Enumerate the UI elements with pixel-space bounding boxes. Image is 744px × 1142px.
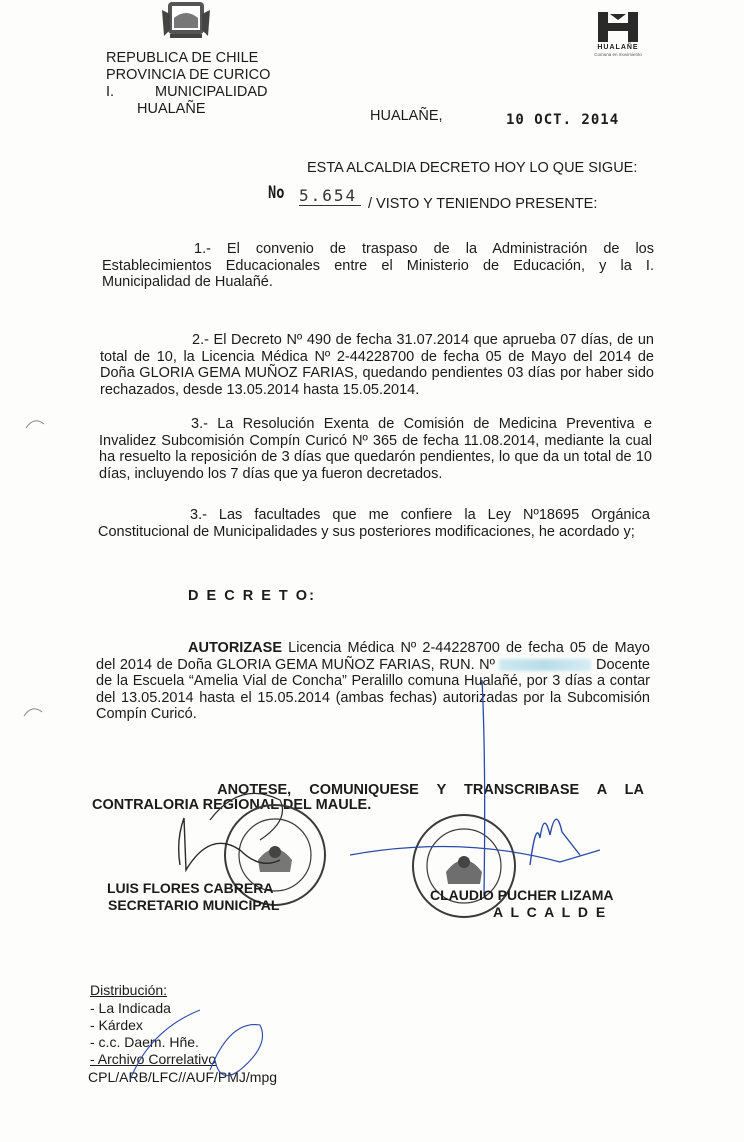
decree-number-prefix: No [268,183,285,203]
distribution-item: - c.c. Daem. Hñe. [90,1034,199,1050]
secretary-title: SECRETARIO MUNICIPAL [108,897,280,913]
distribution-heading: Distribución: [90,982,168,998]
hualane-logo-icon [594,10,642,44]
punch-hole-mark [20,700,44,724]
initial-signature-icon [110,1000,280,1090]
province-line: PROVINCIA DE CURICO [106,67,271,83]
secretary-name: LUIS FLORES CABRERA [107,880,274,896]
hualane-line: HUALAÑE [137,101,206,117]
closing-line-2: CONTRALORIA REGIONAL DEL MAULE. [92,797,372,813]
distribution-item: - Kárdex [90,1017,143,1033]
distribution-item: - Archivo Correlativo [90,1051,217,1067]
republic-line: REPUBLICA DE CHILE [106,50,259,66]
mayor-title: A L C A L D E [493,904,608,920]
logo-name: HUALAÑE [597,44,639,51]
municipality-line: MUNICIPALIDAD [155,84,268,100]
closing-line-1: ANOTESE, COMUNIQUESE Y TRANSCRIBASE A LA [217,782,644,798]
initials-line: CPL/ARB/LFC//AUF/PMJ/mpg [88,1069,278,1085]
paragraph-1: 1.- El convenio de traspaso de la Administración de los Establecimientos Educacionales entre el Ministerio de Educación, y la I. Municipalidad de Hualañé. [102,241,654,290]
signature-mayor-icon [350,640,630,910]
paragraph-2: 2.- El Decreto Nº 490 de fecha 31.07.2014 que aprueba 07 días, de un total de 10, la Licencia Médica Nº 2-44228700 de fecha 05 de Mayo del 2014 de Doña GLORIA GEMA MUÑOZ FARIAS, quedando pendientes 03 días por haber sido rechazados, desde 13.05.2014 hasta 15.05.2014. [100,332,654,398]
decree-body: AUTORIZASE Licencia Médica Nº 2-44228700 de fecha 05 de Mayo del 2014 de Doña GLORIA GEMA MUÑOZ FARIAS, RUN. Nº Docente de la Escuela “Amelia Vial de Concha” Peralillo comuna Hualañé, por 3 días a contar del 13.05.2014 hasta el 15.05.2014 (ambas fechas) autorizadas por la Subcomisión Compín Curicó. [96,640,650,722]
place-label: HUALAÑE, [370,108,443,124]
municipality-prefix: I. [106,84,115,100]
intro-line: ESTA ALCALDIA DECRETO HOY LO QUE SIGUE: [307,160,638,176]
decreto-heading: D E C R E T O: [188,588,316,604]
chile-coat-of-arms-icon [160,0,212,42]
visto-line: / VISTO Y TENIENDO PRESENTE: [368,196,598,212]
paragraph-4: 3.- Las facultades que me confiere la Ley Nº18695 Orgánica Constitucional de Municipalidades y sus posteriores modificaciones, he acordado y; [98,507,650,540]
paragraph-3: 3.- La Resolución Exenta de Comisión de Medicina Preventiva e Invalidez Subcomisión Compín Curicó Nº 365 de fecha 11.08.2014, mediante la cual ha resuelto la reposición de 3 días que quedarón pendientes, lo que da un total de 10 días, incluyendo los 7 días que ya fueron decretados. [99,416,652,482]
date-stamp: 10 OCT. 2014 [506,112,620,128]
distribution-item: - La Indicada [90,1000,171,1016]
decree-number-value: 5.654 [299,186,361,206]
mayor-name: CLAUDIO PUCHER LIZAMA [430,887,614,903]
logo-tagline: Comuna en movimiento [594,52,642,57]
punch-hole-mark [22,412,46,436]
